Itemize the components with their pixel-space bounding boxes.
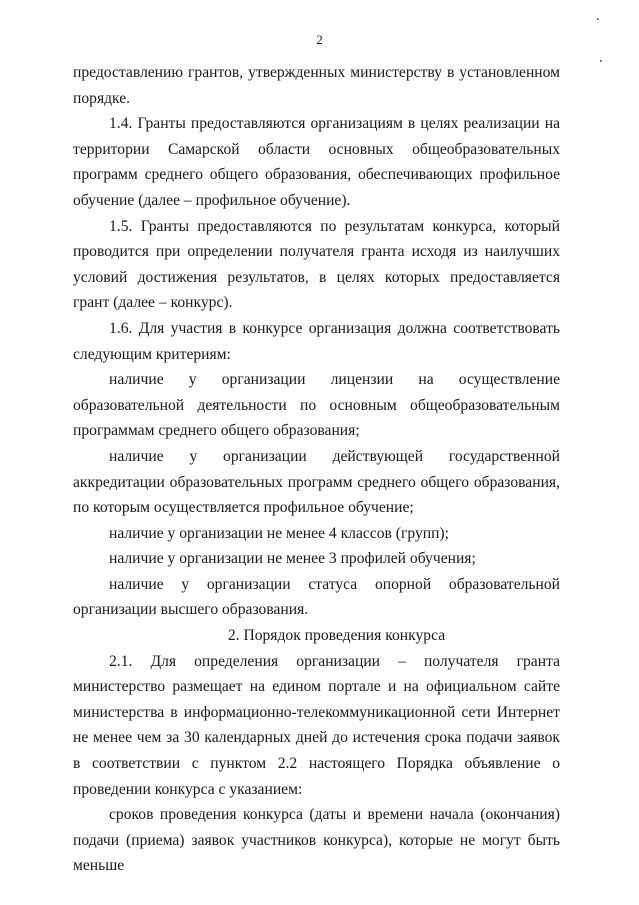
page-number: 2 [316,32,323,47]
criterion-accreditation: наличие у организации действующей государственной аккредитации образовательных программ среднего общего образования, по которым осуществляется профильное обучение; [73,447,560,517]
section-heading: 2. Порядок проведения конкурса [227,627,446,645]
scan-speck [597,18,599,20]
paragraph-grants-order: предоставлению грантов, утвержденных министерству в установленном порядке. [73,64,560,107]
paragraph-2-1: 2.1. Для определения организации – получателя гранта министерство размещает на едином портале и на официальном сайте министерства в информационно-телекоммуникационной сети Интернет не менее чем за 30 календарных дней до истечения срока подачи заявок в соответствии с пунктом 2.2 настоящего Порядка объявление о проведении конкурса с указанием: [73,652,560,798]
criterion-classes: наличие у организации не менее 4 классов (групп); [109,524,449,542]
criterion-profiles: наличие у организации не менее 3 профилей обучения; [109,550,476,568]
paragraph-1-5: 1.5. Гранты предоставляются по результатам конкурса, который проводится при определении получателя гранта исходя из наилучших условий достижения результатов, в целях которых предоставляется грант (далее – конкурс). [73,217,560,312]
paragraph-1-6: 1.6. Для участия в конкурсе организация должна соответствовать следующим критериям: [73,319,560,363]
criterion-status: наличие у организации статуса опорной образовательной организации высшего образования. [73,575,560,619]
paragraph-deadlines: сроков проведения конкурса (даты и времени начала (окончания) подачи (приема) заявок участников конкурса), которые не могут быть меньше [73,806,560,875]
scan-speck [600,60,602,62]
criterion-license: наличие у организации лицензии на осуществление образовательной деятельности по основным общеобразовательным программам среднего общего образования; [73,371,560,440]
document-body [73,60,560,879]
paragraph-1-4: 1.4. Гранты предоставляются организациям в целях реализации на территории Самарской области основных общеобразовательных программ среднего общего образования, обеспечивающих профильное обучение (далее – профильное обучение). [73,115,560,209]
